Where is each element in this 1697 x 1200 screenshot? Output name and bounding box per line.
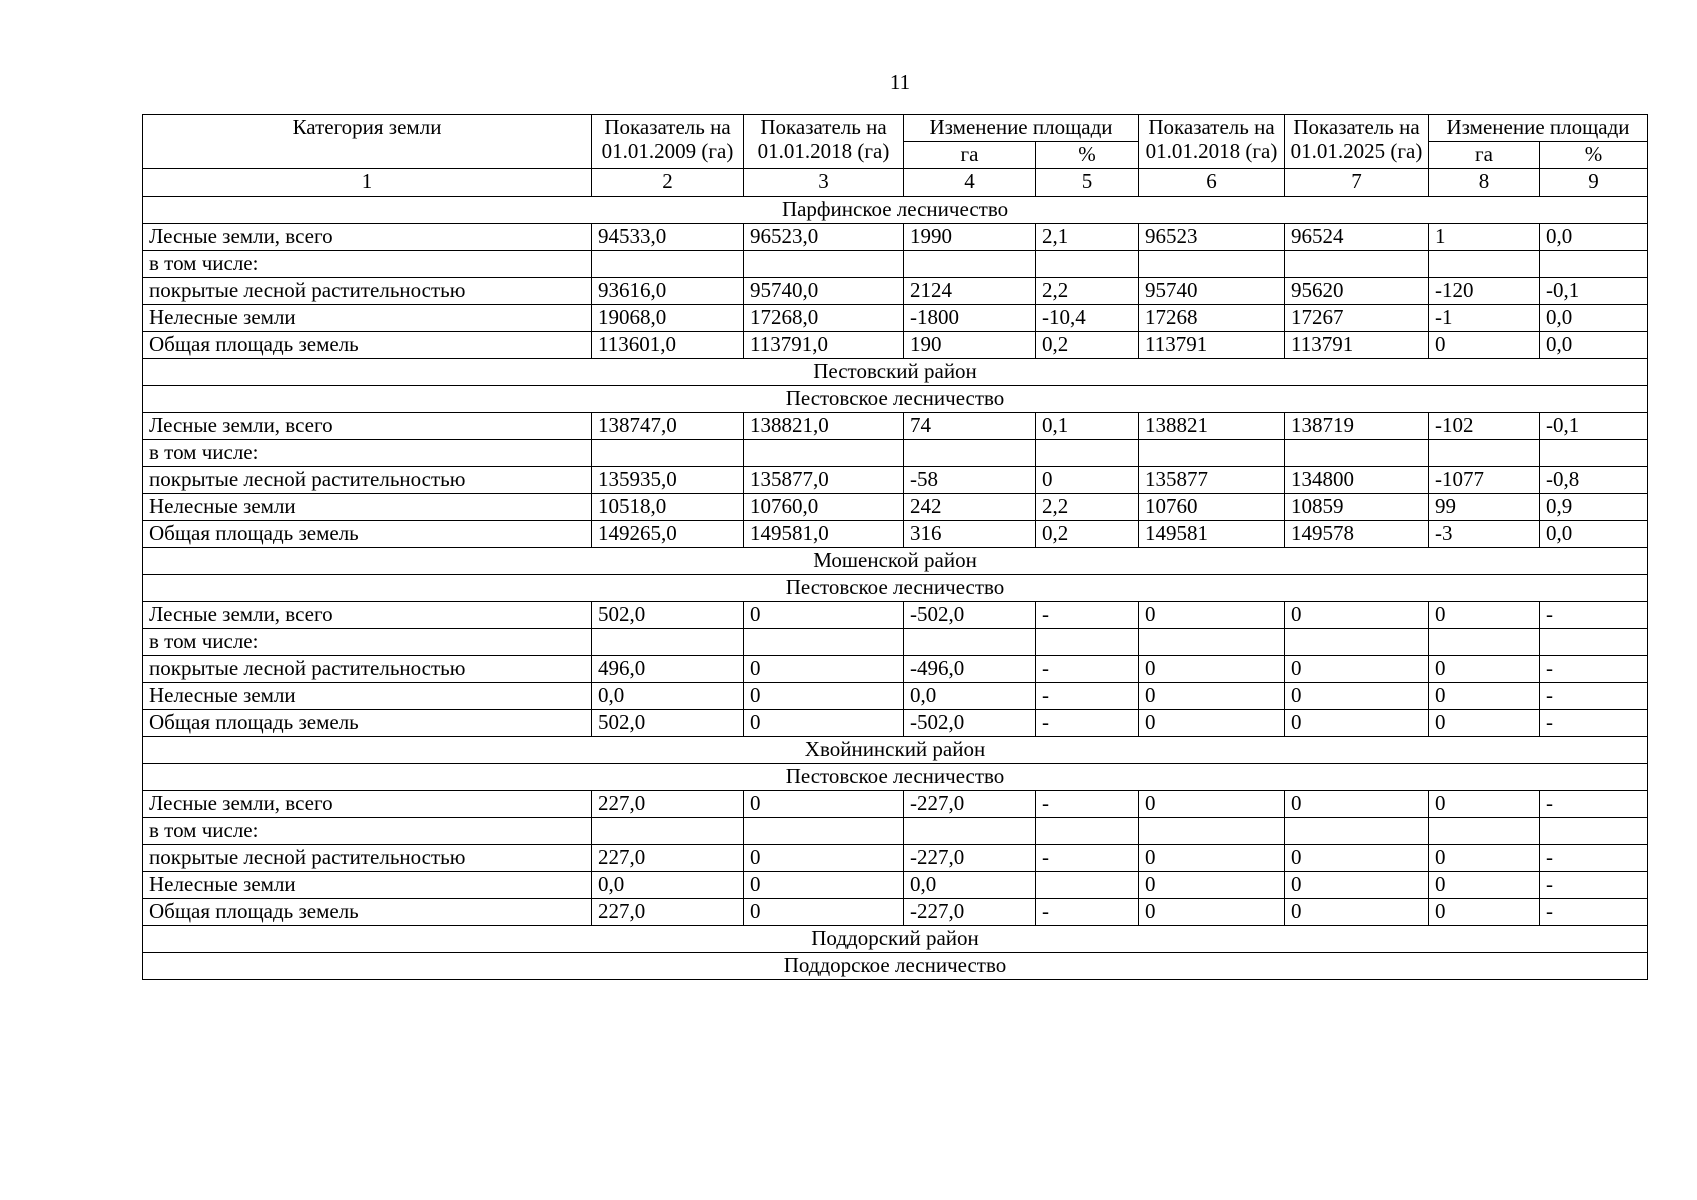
column-number: 1 xyxy=(143,169,592,197)
section-title: Пестовский район xyxy=(143,359,1648,386)
table-cell: 113791 xyxy=(1139,332,1285,359)
table-cell xyxy=(744,818,904,845)
table-row xyxy=(143,710,1648,737)
table-cell xyxy=(1540,440,1648,467)
row-label: Нелесные земли xyxy=(143,683,592,710)
table-cell: 10760,0 xyxy=(744,494,904,521)
table-cell: 0,9 xyxy=(1540,494,1648,521)
table-cell: 0 xyxy=(744,710,904,737)
table-cell: -58 xyxy=(904,467,1036,494)
header-value-2009: Показатель на 01.01.2009 (га) xyxy=(592,115,744,169)
section-title: Поддорское лесничество xyxy=(143,953,1648,980)
table-cell: 17268 xyxy=(1139,305,1285,332)
table-cell: 0 xyxy=(1139,710,1285,737)
table-cell: 96523,0 xyxy=(744,224,904,251)
header-value-2018: Показатель на 01.01.2018 (га) xyxy=(744,115,904,169)
section-row xyxy=(143,197,1648,224)
table-cell: 0 xyxy=(1139,899,1285,926)
table-row xyxy=(143,305,1648,332)
table-cell: -102 xyxy=(1429,413,1540,440)
table-row xyxy=(143,413,1648,440)
table-cell: 138719 xyxy=(1285,413,1429,440)
table-cell xyxy=(1036,440,1139,467)
column-number: 4 xyxy=(904,169,1036,197)
table-cell: - xyxy=(1036,683,1139,710)
header-value-2025: Показатель на 01.01.2025 (га) xyxy=(1285,115,1429,169)
table-cell: 10859 xyxy=(1285,494,1429,521)
table-header xyxy=(143,115,1648,197)
table-cell: 135877 xyxy=(1139,467,1285,494)
table-cell: 95740,0 xyxy=(744,278,904,305)
table-cell xyxy=(1540,629,1648,656)
table-cell: -227,0 xyxy=(904,899,1036,926)
row-label: Лесные земли, всего xyxy=(143,413,592,440)
table-cell xyxy=(1429,629,1540,656)
table-cell: 0 xyxy=(1429,602,1540,629)
table-cell: 0,0 xyxy=(1540,521,1648,548)
table-cell: 0 xyxy=(1429,791,1540,818)
table-cell: -227,0 xyxy=(904,845,1036,872)
table-cell: 138747,0 xyxy=(592,413,744,440)
table-row xyxy=(143,656,1648,683)
table-cell: 1 xyxy=(1429,224,1540,251)
header-ha-2: га xyxy=(1429,142,1540,169)
column-number: 9 xyxy=(1540,169,1648,197)
table-cell: -502,0 xyxy=(904,710,1036,737)
row-label: покрытые лесной растительностью xyxy=(143,278,592,305)
table-cell: - xyxy=(1540,656,1648,683)
section-title: Мошенской район xyxy=(143,548,1648,575)
table-cell: 149265,0 xyxy=(592,521,744,548)
table-cell: 0,0 xyxy=(1540,305,1648,332)
header-percent-1: % xyxy=(1036,142,1139,169)
row-label: Нелесные земли xyxy=(143,494,592,521)
table-cell xyxy=(1285,818,1429,845)
row-label: Лесные земли, всего xyxy=(143,602,592,629)
table-cell xyxy=(1036,251,1139,278)
row-label: покрытые лесной растительностью xyxy=(143,656,592,683)
table-cell: 0,0 xyxy=(904,683,1036,710)
table-cell: - xyxy=(1540,872,1648,899)
table-row xyxy=(143,467,1648,494)
column-number: 7 xyxy=(1285,169,1429,197)
table-cell: 0 xyxy=(1285,656,1429,683)
table-cell: 2,2 xyxy=(1036,278,1139,305)
table-cell: 0 xyxy=(1429,899,1540,926)
table-cell: - xyxy=(1036,845,1139,872)
row-label: Нелесные земли xyxy=(143,305,592,332)
table-cell xyxy=(744,251,904,278)
table-cell: 0 xyxy=(1139,872,1285,899)
table-cell: 0,2 xyxy=(1036,521,1139,548)
table-cell: - xyxy=(1540,899,1648,926)
table-cell: 135877,0 xyxy=(744,467,904,494)
section-title: Хвойнинский район xyxy=(143,737,1648,764)
column-number: 8 xyxy=(1429,169,1540,197)
table-cell xyxy=(592,818,744,845)
table-cell: - xyxy=(1540,845,1648,872)
table-cell: -120 xyxy=(1429,278,1540,305)
table-cell: 17267 xyxy=(1285,305,1429,332)
table-cell: 134800 xyxy=(1285,467,1429,494)
section-row xyxy=(143,548,1648,575)
table-cell: 0 xyxy=(1429,332,1540,359)
table-cell xyxy=(744,629,904,656)
table-cell: 95620 xyxy=(1285,278,1429,305)
table-cell: 138821 xyxy=(1139,413,1285,440)
table-cell: 227,0 xyxy=(592,899,744,926)
table-cell: 0 xyxy=(1285,791,1429,818)
header-value-2018-b: Показатель на 01.01.2018 (га) xyxy=(1139,115,1285,169)
table-cell: - xyxy=(1540,791,1648,818)
table-cell xyxy=(1139,629,1285,656)
table-cell: -496,0 xyxy=(904,656,1036,683)
section-row xyxy=(143,737,1648,764)
table-cell: 0 xyxy=(744,872,904,899)
table-cell: -10,4 xyxy=(1036,305,1139,332)
table-body xyxy=(143,197,1648,980)
table-cell: 113791 xyxy=(1285,332,1429,359)
header-area-change-2: Изменение площади xyxy=(1429,115,1648,142)
table-cell xyxy=(1540,818,1648,845)
table-cell: 0 xyxy=(744,791,904,818)
table-cell xyxy=(744,440,904,467)
table-cell xyxy=(904,818,1036,845)
table-cell: - xyxy=(1540,602,1648,629)
section-row xyxy=(143,764,1648,791)
land-category-table xyxy=(142,114,1648,980)
table-cell: 0,0 xyxy=(592,872,744,899)
table-cell: - xyxy=(1036,791,1139,818)
header-category: Категория земли xyxy=(143,115,592,169)
table-cell: -0,1 xyxy=(1540,278,1648,305)
table-cell: 135935,0 xyxy=(592,467,744,494)
table-cell: 74 xyxy=(904,413,1036,440)
section-title: Поддорский район xyxy=(143,926,1648,953)
table-cell: 0 xyxy=(744,845,904,872)
table-cell: -1 xyxy=(1429,305,1540,332)
table-cell xyxy=(1540,251,1648,278)
table-cell xyxy=(1036,872,1139,899)
table-cell: 95740 xyxy=(1139,278,1285,305)
section-row xyxy=(143,386,1648,413)
table-cell xyxy=(1036,629,1139,656)
table-cell xyxy=(1139,440,1285,467)
row-label: в том числе: xyxy=(143,440,592,467)
table-cell: 93616,0 xyxy=(592,278,744,305)
table-cell: 113791,0 xyxy=(744,332,904,359)
section-row xyxy=(143,953,1648,980)
row-label: Лесные земли, всего xyxy=(143,224,592,251)
table-cell: 0 xyxy=(1429,683,1540,710)
table-cell: 0 xyxy=(1285,602,1429,629)
section-title: Парфинское лесничество xyxy=(143,197,1648,224)
table-cell: 0,0 xyxy=(592,683,744,710)
table-cell: -1077 xyxy=(1429,467,1540,494)
row-label: в том числе: xyxy=(143,818,592,845)
table-row xyxy=(143,494,1648,521)
column-number: 5 xyxy=(1036,169,1139,197)
table-cell: 149581,0 xyxy=(744,521,904,548)
table-cell xyxy=(1285,440,1429,467)
table-cell: - xyxy=(1036,656,1139,683)
table-cell: 0 xyxy=(1429,710,1540,737)
row-label: Общая площадь земель xyxy=(143,521,592,548)
table-row xyxy=(143,629,1648,656)
table-row xyxy=(143,602,1648,629)
table-cell: 0,0 xyxy=(904,872,1036,899)
table-cell: -502,0 xyxy=(904,602,1036,629)
table-row xyxy=(143,440,1648,467)
table-cell: 0 xyxy=(744,656,904,683)
table-cell: 99 xyxy=(1429,494,1540,521)
table-cell: 149578 xyxy=(1285,521,1429,548)
table-cell: 502,0 xyxy=(592,710,744,737)
row-label: покрытые лесной растительностью xyxy=(143,467,592,494)
table-cell: 316 xyxy=(904,521,1036,548)
table-cell: 0 xyxy=(1285,899,1429,926)
header-ha-1: га xyxy=(904,142,1036,169)
table-cell: 0 xyxy=(1139,791,1285,818)
table-cell: - xyxy=(1036,710,1139,737)
table-cell: 0 xyxy=(1285,872,1429,899)
table-cell: 2124 xyxy=(904,278,1036,305)
table-row xyxy=(143,224,1648,251)
table-cell: 96524 xyxy=(1285,224,1429,251)
table-cell xyxy=(1036,818,1139,845)
table-cell: 94533,0 xyxy=(592,224,744,251)
table-cell: -3 xyxy=(1429,521,1540,548)
row-label: покрытые лесной растительностью xyxy=(143,845,592,872)
table-cell: 0 xyxy=(1139,845,1285,872)
table-row xyxy=(143,683,1648,710)
table-cell: 0,1 xyxy=(1036,413,1139,440)
table-cell: 0 xyxy=(1285,710,1429,737)
section-row xyxy=(143,926,1648,953)
table-cell: 0 xyxy=(744,683,904,710)
table-cell: 0 xyxy=(1285,683,1429,710)
table-cell: -0,8 xyxy=(1540,467,1648,494)
table-cell: 0,0 xyxy=(1540,224,1648,251)
column-number: 6 xyxy=(1139,169,1285,197)
table-cell: 149581 xyxy=(1139,521,1285,548)
section-row xyxy=(143,359,1648,386)
table-cell: 0 xyxy=(1429,845,1540,872)
row-label: Лесные земли, всего xyxy=(143,791,592,818)
table-row xyxy=(143,332,1648,359)
row-label: Общая площадь земель xyxy=(143,332,592,359)
header-percent-2: % xyxy=(1540,142,1648,169)
table-cell: 0 xyxy=(1429,872,1540,899)
table-cell: 0,0 xyxy=(1540,332,1648,359)
table-cell: -1800 xyxy=(904,305,1036,332)
table-cell xyxy=(1429,818,1540,845)
table-row xyxy=(143,899,1648,926)
table-cell xyxy=(1285,251,1429,278)
table-cell: - xyxy=(1540,710,1648,737)
table-cell xyxy=(904,629,1036,656)
row-label: Общая площадь земель xyxy=(143,899,592,926)
table-cell: 0 xyxy=(1285,845,1429,872)
table-row xyxy=(143,791,1648,818)
table-cell: 0 xyxy=(1139,683,1285,710)
table-cell: 0 xyxy=(744,899,904,926)
column-number: 3 xyxy=(744,169,904,197)
table-cell: - xyxy=(1540,683,1648,710)
table-cell: 242 xyxy=(904,494,1036,521)
table-cell: 2,2 xyxy=(1036,494,1139,521)
table-cell xyxy=(1139,818,1285,845)
row-label: в том числе: xyxy=(143,251,592,278)
row-label: в том числе: xyxy=(143,629,592,656)
table-cell: 1990 xyxy=(904,224,1036,251)
table-cell xyxy=(904,440,1036,467)
row-label: Общая площадь земель xyxy=(143,710,592,737)
table-cell: 502,0 xyxy=(592,602,744,629)
table-cell: 96523 xyxy=(1139,224,1285,251)
section-title: Пестовское лесничество xyxy=(143,764,1648,791)
table-cell: -227,0 xyxy=(904,791,1036,818)
table-cell: - xyxy=(1036,602,1139,629)
table-cell xyxy=(592,629,744,656)
table-cell xyxy=(592,251,744,278)
table-cell: 17268,0 xyxy=(744,305,904,332)
row-label: Нелесные земли xyxy=(143,872,592,899)
table-cell xyxy=(592,440,744,467)
table-cell: 113601,0 xyxy=(592,332,744,359)
table-row xyxy=(143,872,1648,899)
section-title: Пестовское лесничество xyxy=(143,575,1648,602)
table-cell xyxy=(1285,629,1429,656)
table-cell xyxy=(1139,251,1285,278)
table-cell xyxy=(904,251,1036,278)
table-cell: 0 xyxy=(1429,656,1540,683)
table-cell xyxy=(1429,440,1540,467)
table-cell: 0 xyxy=(1036,467,1139,494)
table-cell: 0,2 xyxy=(1036,332,1139,359)
table-cell: 10518,0 xyxy=(592,494,744,521)
table-cell: 496,0 xyxy=(592,656,744,683)
table-cell: 227,0 xyxy=(592,845,744,872)
table-cell: 0 xyxy=(1139,656,1285,683)
table-cell: 0 xyxy=(1139,602,1285,629)
table-cell: 10760 xyxy=(1139,494,1285,521)
table-cell: 190 xyxy=(904,332,1036,359)
table-row xyxy=(143,521,1648,548)
table-row xyxy=(143,845,1648,872)
section-title: Пестовское лесничество xyxy=(143,386,1648,413)
table-cell: 0 xyxy=(744,602,904,629)
table-cell: 2,1 xyxy=(1036,224,1139,251)
table-cell: 227,0 xyxy=(592,791,744,818)
table-row xyxy=(143,818,1648,845)
section-row xyxy=(143,575,1648,602)
table-cell: 138821,0 xyxy=(744,413,904,440)
column-number: 2 xyxy=(592,169,744,197)
table-row xyxy=(143,278,1648,305)
header-area-change-1: Изменение площади xyxy=(904,115,1139,142)
table-cell: 19068,0 xyxy=(592,305,744,332)
table-cell: - xyxy=(1036,899,1139,926)
table-row xyxy=(143,251,1648,278)
page-number: 11 xyxy=(889,70,911,94)
table-cell xyxy=(1429,251,1540,278)
table-cell: -0,1 xyxy=(1540,413,1648,440)
